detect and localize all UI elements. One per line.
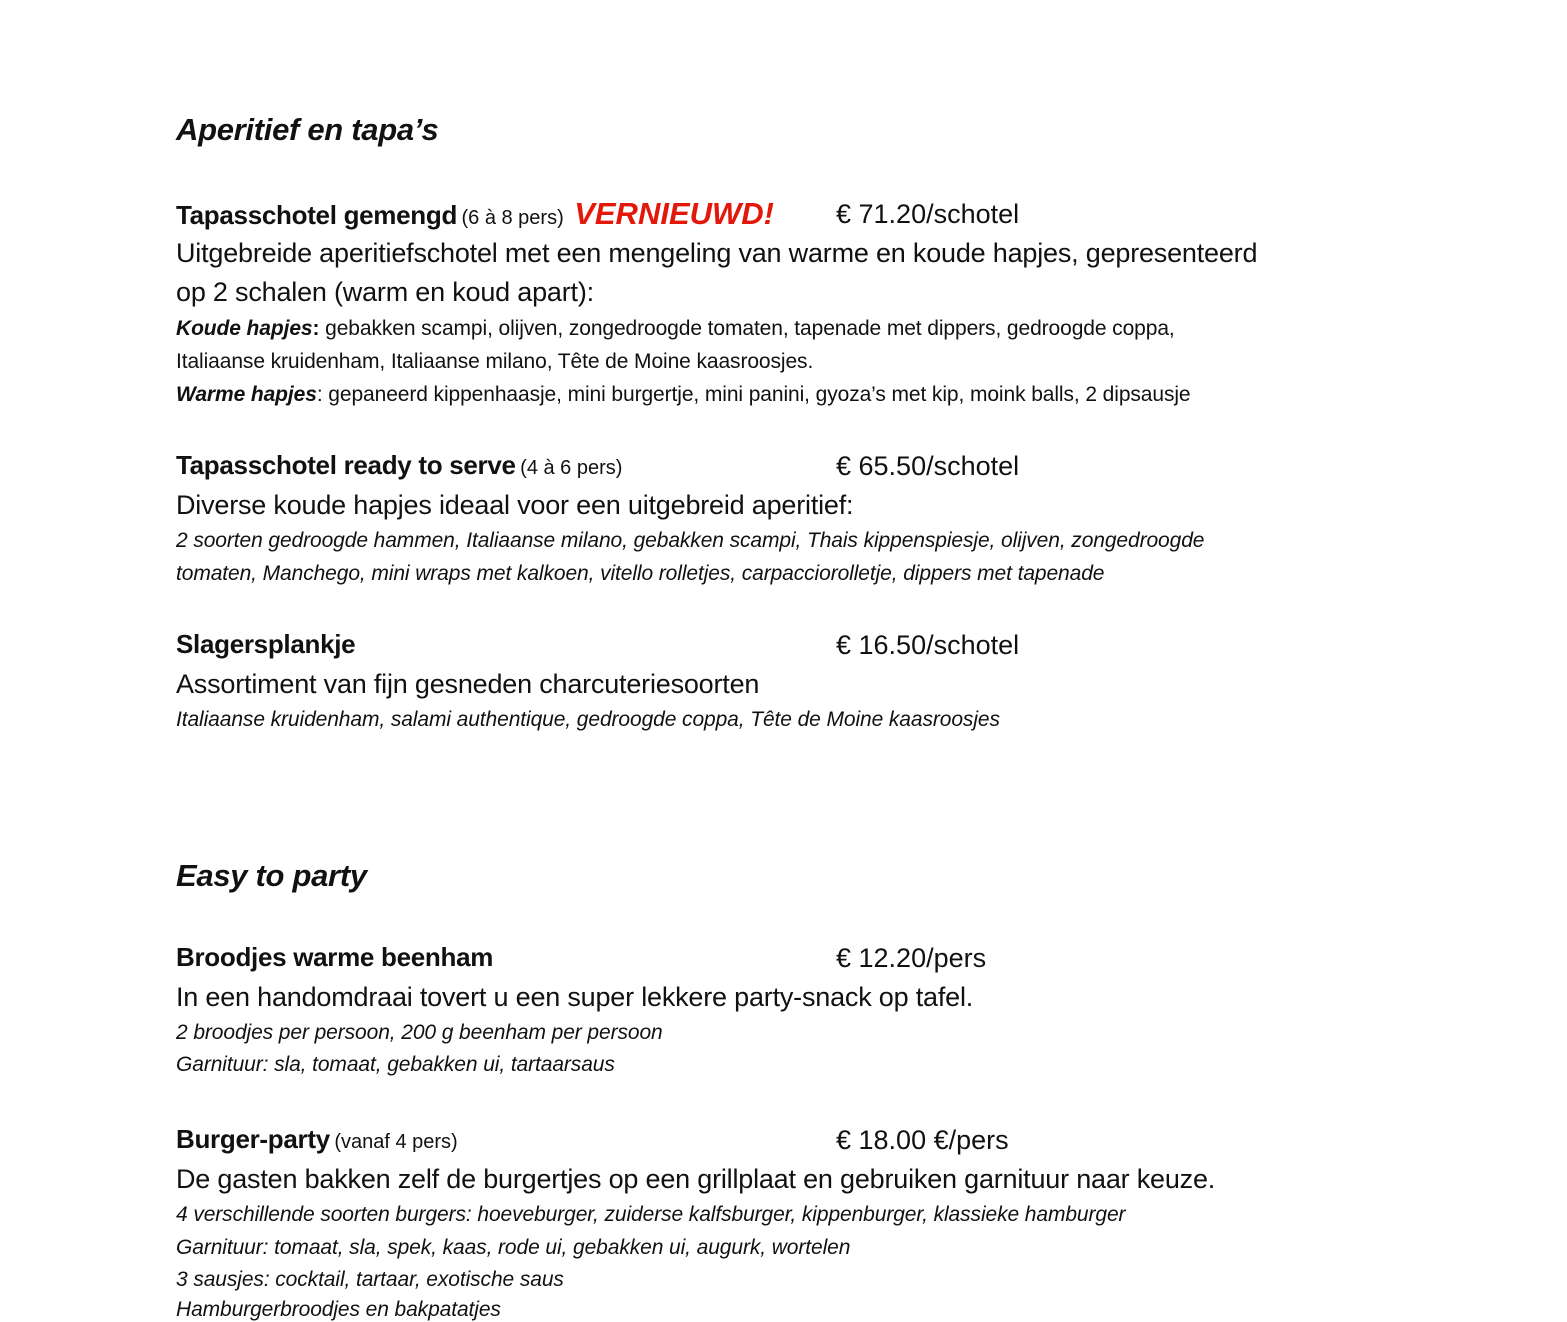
detail-label: Warme hapjes [176, 383, 317, 406]
item-detail-line: Italiaanse kruidenham, salami authentique, gedroogde coppa, Tête de Moine kaasroosjes [176, 708, 1000, 731]
menu-item-header [176, 196, 774, 232]
menu-item-header [176, 450, 622, 481]
item-name: Tapasschotel gemengd [176, 200, 458, 230]
detail-text: gebakken scampi, olijven, zongedroogde tomaten, tapenade met dippers, gedroogde coppa, [319, 317, 1175, 340]
detail-text: gepaneerd kippenhaasje, mini burgertje, mini panini, gyoza’s met kip, moink balls, 2 dipsausje [322, 383, 1191, 406]
detail-text: Italiaanse kruidenham, Italiaanse milano, Tête de Moine kaasroosjes. [176, 350, 814, 373]
item-name: Broodjes warme beenham [176, 942, 494, 972]
item-description: Uitgebreide aperitiefschotel met een mengeling van warme en koude hapjes, gepresenteerd [176, 238, 1258, 268]
item-price: € 16.50/schotel [836, 630, 1020, 660]
item-detail-line: 2 soorten gedroogde hammen, Italiaanse milano, gebakken scampi, Thais kippenspiesje, olijven, zongedroogde [176, 529, 1205, 552]
item-description: op 2 schalen (warm en koud apart): [176, 277, 594, 307]
item-name: Tapasschotel ready to serve [176, 450, 516, 480]
item-detail-line: Garnituur: tomaat, sla, spek, kaas, rode ui, gebakken ui, augurk, wortelen [176, 1236, 851, 1259]
item-detail-line: 3 sausjes: cocktail, tartaar, exotische saus [176, 1268, 564, 1291]
item-price: € 71.20/schotel [836, 199, 1020, 229]
item-price: € 65.50/schotel [836, 451, 1020, 481]
item-detail-line: 4 verschillende soorten burgers: hoeveburger, zuiderse kalfsburger, kippenburger, klassieke hamburger [176, 1203, 1126, 1226]
detail-separator: : [316, 383, 323, 406]
menu-item-header [176, 942, 493, 973]
item-detail-line: Garnituur: sla, tomaat, gebakken ui, tartaarsaus [176, 1053, 615, 1076]
item-persons: (vanaf 4 pers) [334, 1131, 458, 1153]
detail-label: Koude hapjes [176, 317, 313, 340]
menu-item-header [176, 629, 355, 660]
item-detail-line: 2 broodjes per persoon, 200 g beenham per persoon [176, 1021, 663, 1044]
item-detail-line [176, 350, 813, 374]
item-persons: (6 à 8 pers) [461, 207, 564, 229]
item-detail-line: Hamburgerbroodjes en bakpatatjes [176, 1298, 501, 1321]
item-detail-line [176, 317, 1175, 341]
item-description: De gasten bakken zelf de burgertjes op een grillplaat en gebruiken garnituur naar keuze. [176, 1164, 1216, 1194]
item-name: Slagersplankje [176, 629, 356, 659]
detail-separator: : [312, 317, 320, 340]
item-price: € 18.00 €/pers [836, 1125, 1009, 1155]
item-price: € 12.20/pers [836, 943, 987, 973]
item-description: In een handomdraai tovert u een super lekkere party-snack op tafel. [176, 982, 974, 1012]
section-title-aperitief: Aperitief en tapa’s [176, 112, 439, 147]
section-title-easy-to-party: Easy to party [176, 858, 367, 893]
item-description: Assortiment van fijn gesneden charcuteriesoorten [176, 669, 760, 699]
new-badge: VERNIEUWD! [574, 196, 774, 231]
item-description: Diverse koude hapjes ideaal voor een uitgebreid aperitief: [176, 490, 854, 520]
item-name: Burger-party [176, 1124, 330, 1154]
item-detail-line: tomaten, Manchego, mini wraps met kalkoen, vitello rolletjes, carpacciorolletje, dippers met tapenade [176, 562, 1105, 585]
menu-item-header [176, 1124, 458, 1155]
item-detail-line [176, 383, 1191, 407]
item-persons: (4 à 6 pers) [520, 457, 623, 479]
